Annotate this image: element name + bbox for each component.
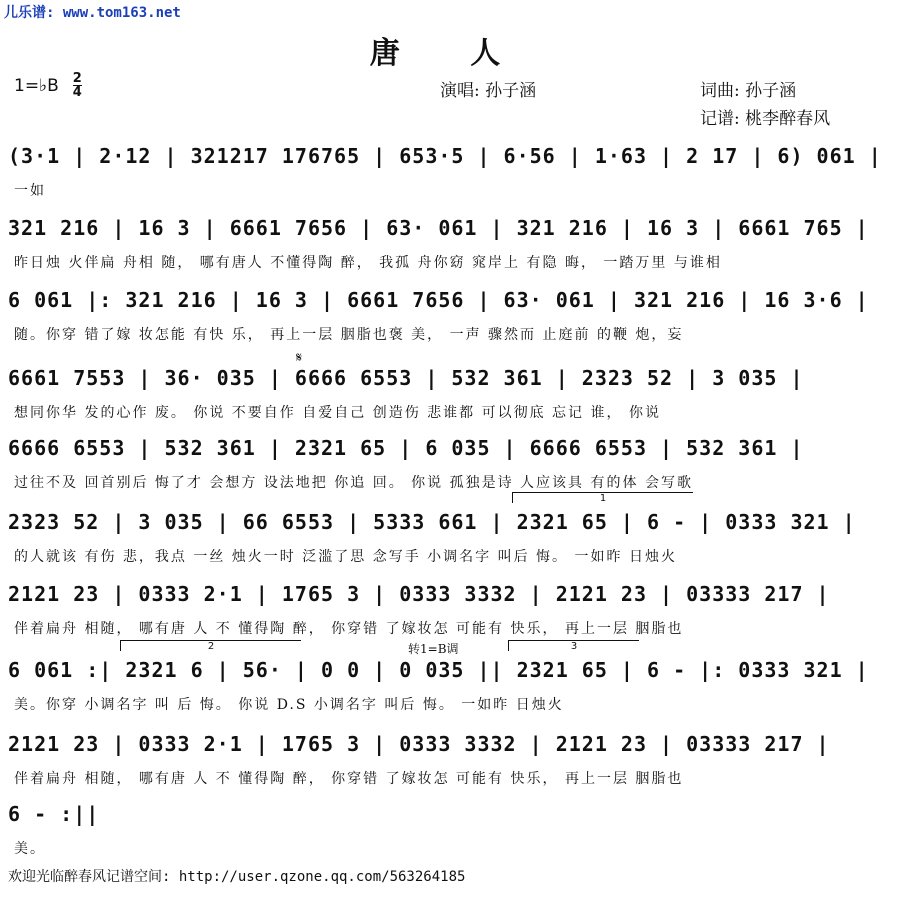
- lyric-line: 的人就该 有伤 悲，我点 一丝 烛火一时 泛滥了思 念写手 小调名字 叫后 悔。 一如昨 日烛火: [14, 549, 677, 565]
- time-signature: [73, 72, 82, 99]
- lyric-line: 想同你华 发的心作 废。 你说 不要自作 自爱自己 创造伤 悲谁都 可以彻底 忘记 谁， 你说: [14, 405, 661, 421]
- volta-bracket-3: 3: [508, 640, 639, 651]
- notes-line: (3·1 | 2·12 | 321217 176765 | 653·5 | 6·56 | 1·63 | 2 17 | 6) 061 |: [8, 144, 882, 168]
- composer-credit: 词曲: 孙子涵: [700, 81, 797, 101]
- lyric-line: 伴着扁舟 相随， 哪有唐 人 不 懂得陶 醉， 你穿错 了嫁妆怎 可能有 快乐， 再上一层 胭脂也: [14, 621, 684, 637]
- volta-bracket-2: 2: [120, 640, 301, 651]
- key-label: 1=♭B: [14, 75, 59, 96]
- notes-line: 6 - :||: [8, 802, 100, 826]
- segno-sign: 𝄋: [296, 350, 303, 366]
- time-signature-bottom: 4: [72, 85, 82, 100]
- notes-line: 321 216 | 16 3 | 6661 7656 | 63· 061 | 321 216 | 16 3 | 6661 765 |: [8, 216, 869, 240]
- key-signature: [14, 72, 82, 99]
- modulation-note: 转1=B调: [408, 642, 459, 656]
- lyric-line: 美。: [14, 841, 46, 857]
- notes-line: 6661 7553 | 36· 035 | 6666 6553 | 532 361 | 2323 52 | 3 035 |: [8, 366, 804, 390]
- notes-line: 6 061 :| 2321 6 | 56· | 0 0 | 0 035 || 2321 65 | 6 - |: 0333 321 |: [8, 658, 869, 682]
- lyric-line: 一如: [14, 183, 46, 199]
- singer-credit: 演唱: 孙子涵: [440, 81, 537, 101]
- notator-credit: 记谱: 桃李醉春风: [700, 109, 831, 129]
- notes-line: 2121 23 | 0333 2·1 | 1765 3 | 0333 3332 | 2121 23 | 03333 217 |: [8, 732, 830, 756]
- time-signature-top: 2: [72, 71, 82, 86]
- notes-line: 2323 52 | 3 035 | 66 6553 | 5333 661 | 2321 65 | 6 - | 0333 321 |: [8, 510, 856, 534]
- notes-line: 6 061 |: 321 216 | 16 3 | 6661 7656 | 63· 061 | 321 216 | 16 3·6 |: [8, 288, 869, 312]
- lyric-line: 随。你穿 错了嫁 妆怎能 有快 乐， 再上一层 胭脂也褒 美， 一声 骤然而 止庭前 的鞭 炮，妄: [14, 327, 684, 343]
- volta-bracket-1: 1: [512, 492, 693, 503]
- lyric-line: 美。你穿 小调名字 叫 后 悔。 你说 D.S 小调名字 叫后 悔。 一如昨 日烛火: [14, 697, 564, 713]
- song-title: 唐 人: [369, 36, 531, 71]
- lyric-line: 昨日烛 火伴扁 舟相 随， 哪有唐人 不懂得陶 醉， 我孤 舟你窈 窕岸上 有隐 晦， 一踏万里 与谁相: [14, 255, 722, 271]
- notes-line: 6666 6553 | 532 361 | 2321 65 | 6 035 | 6666 6553 | 532 361 |: [8, 436, 804, 460]
- lyric-line: 过往不及 回首别后 悔了才 会想方 设法地把 你追 回。 你说 孤独是诗 人应该具 有的体 会写歌: [14, 475, 693, 491]
- site-watermark: 儿乐谱: www.tom163.net: [4, 5, 181, 21]
- lyric-line: 伴着扁舟 相随， 哪有唐 人 不 懂得陶 醉， 你穿错 了嫁妆怎 可能有 快乐， 再上一层 胭脂也: [14, 771, 684, 787]
- notes-line: 2121 23 | 0333 2·1 | 1765 3 | 0333 3332 | 2121 23 | 03333 217 |: [8, 582, 830, 606]
- footer-link-text: 欢迎光临醉春风记谱空间: http://user.qzone.qq.com/563264185: [8, 869, 466, 885]
